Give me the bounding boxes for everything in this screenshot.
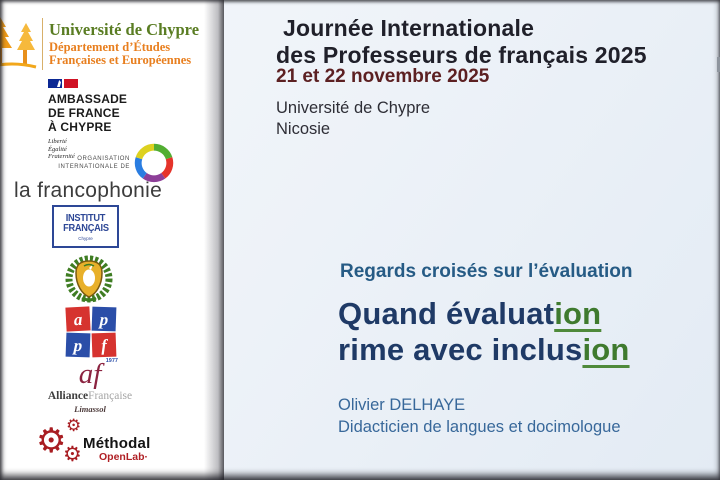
ucy-name: Université de Chypre (49, 20, 200, 40)
appf-year: 1977 (105, 358, 118, 364)
ucy-dept-line2: Françaises et Européennes (49, 52, 192, 67)
motto-egalite: Égalité (48, 145, 67, 153)
logo-appf (66, 307, 120, 364)
embassy-line2: DE FRANCE (48, 106, 120, 121)
oif-small-line2: INTERNATIONALE DE (58, 164, 130, 170)
venue (276, 98, 430, 140)
ucy-trees-icon (0, 15, 40, 73)
appf-letter-a: a (65, 306, 90, 331)
appf-letter-p2: p (66, 333, 91, 358)
motto-fraternite: Fraternité (48, 153, 75, 161)
embassy-line1: AMBASSADE (48, 92, 128, 106)
talk-subtitle: Regards croisés sur l’évaluation (340, 261, 633, 282)
venue-line2: Nicosie (276, 120, 331, 138)
title-part2: rime avec inclus (338, 332, 583, 367)
appf-grid (66, 307, 120, 357)
cyprus-emblem-icon (60, 254, 118, 306)
logo-institut-francais (52, 205, 119, 248)
af-name-bold: Alliance (47, 390, 89, 402)
event-title-line1: Journée Internationale (283, 15, 535, 41)
talk-title-line2 (338, 332, 630, 368)
sponsor-sidebar (0, 0, 224, 480)
appf-letter-p1: p (92, 307, 117, 332)
oif-name: la francophonie (14, 179, 163, 202)
title-highlight1: ion (554, 296, 602, 331)
af-city: Limassol (74, 404, 106, 414)
ucy-text (49, 21, 199, 67)
ucy-dept-line1: Département d’Études (49, 39, 171, 54)
event-title (276, 15, 647, 69)
logo-alliance-francaise (30, 360, 150, 414)
af-name-light: Française (88, 390, 133, 402)
oif-ring-icon (134, 143, 174, 183)
author-role: Didacticien de langues et docimologue (338, 418, 621, 436)
event-date: 21 et 22 novembre 2025 (276, 66, 490, 87)
ucy-divider (42, 18, 43, 70)
author-name: Olivier DELHAYE (338, 396, 466, 414)
french-flag-icon (48, 79, 208, 88)
talk-title-line1 (338, 296, 630, 332)
af-name (30, 390, 150, 402)
event-title-line2: des Professeurs de français 2025 (276, 42, 647, 68)
title-highlight2: ion (582, 332, 630, 367)
if-sub: Chypre (78, 235, 93, 241)
venue-line1: Université de Chypre (276, 99, 431, 117)
logo-universite-de-chypre (0, 12, 212, 76)
sidebar-shadow-edge (204, 0, 224, 480)
oif-small-line1: ORGANISATION (77, 155, 130, 162)
af-monogram: af (78, 358, 102, 390)
embassy-line3: À CHYPRE (48, 120, 112, 135)
appf-letter-f: f (92, 333, 117, 358)
logo-francophonie (14, 143, 174, 203)
if-line1: INSTITUT (65, 211, 106, 224)
title-part1: Quand évaluat (338, 296, 555, 331)
if-line2: FRANÇAIS (62, 222, 109, 234)
logo-cyprus-emblem (60, 254, 118, 306)
flag-blue-panel (48, 79, 62, 88)
methodal-sub: OpenLab · (99, 451, 148, 463)
motto-liberte: Liberté (48, 138, 67, 146)
flag-red-panel (64, 79, 78, 88)
gears-icon: ⚙ ⚙ ⚙ (36, 416, 82, 466)
talk-title (338, 296, 630, 368)
author-block (338, 394, 621, 438)
logo-methodal (36, 418, 206, 470)
methodal-name: Méthodal (83, 435, 151, 452)
